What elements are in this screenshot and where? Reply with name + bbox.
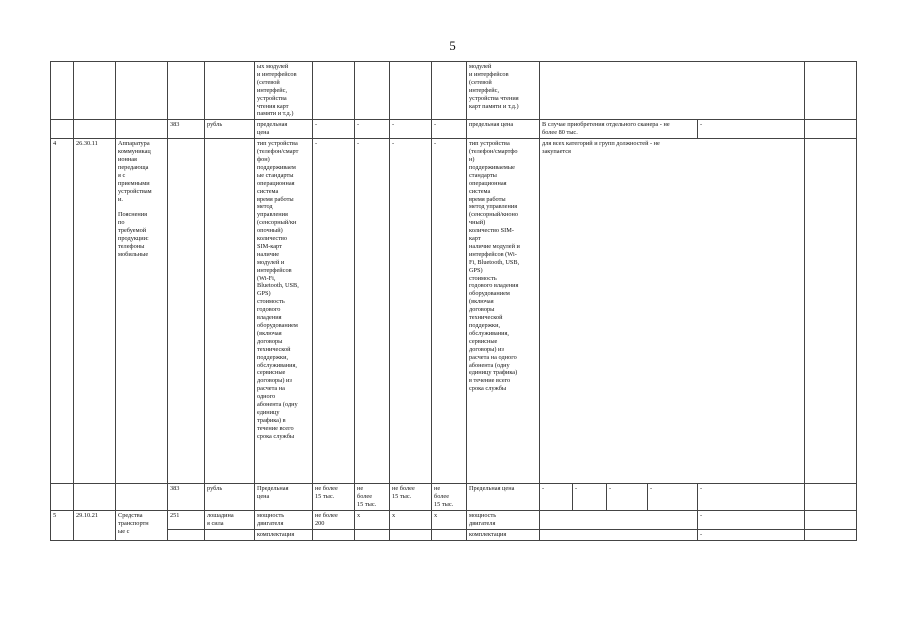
value-cell: не более 15 тыс.: [313, 484, 355, 511]
value-cell: -: [390, 139, 432, 484]
value-cell: не более 15 тыс.: [390, 484, 432, 511]
code-cell: 383: [168, 484, 205, 511]
value-cell: -: [698, 484, 805, 511]
value-cell: не более 15 тыс.: [355, 484, 390, 511]
table-row: [51, 120, 857, 139]
characteristics-cell: модулей и интерфейсов (сетевой интерфейс, устройства чтения карт памяти и т.д.): [467, 62, 540, 120]
characteristic-cell: мощность двигателя: [467, 510, 540, 529]
value-cell: -: [648, 484, 698, 511]
table-row: [51, 529, 857, 540]
characteristic-cell: мощность двигателя: [255, 510, 313, 529]
value-cell: -: [698, 510, 805, 529]
table-row: [51, 139, 857, 484]
characteristic-cell: предельная цена: [255, 120, 313, 139]
characteristic-cell: комплектация: [255, 529, 313, 540]
table-row: [51, 484, 857, 511]
note-cell: В случае приобретения отдельного сканера - не более 80 тыс.: [540, 120, 698, 139]
value-cell: -: [313, 139, 355, 484]
value-cell: -: [313, 120, 355, 139]
row-number: 5: [51, 510, 74, 540]
value-cell: не более 15 тыс.: [432, 484, 467, 511]
value-cell: -: [355, 139, 390, 484]
requirements-table: [50, 61, 857, 541]
characteristics-cell: ых модулей и интерфейсов (сетевой интерфейс, устройства чтения карт памяти и т.д.): [255, 62, 313, 120]
value-cell: -: [573, 484, 607, 511]
value-cell: x: [390, 510, 432, 529]
value-cell: -: [698, 120, 805, 139]
value-cell: x: [355, 510, 390, 529]
product-name: Аппаратура коммуникац ионная передающа я с приемными устройствам и. Пояснения по требуемой продукции: телефоны мобильные: [116, 139, 168, 484]
table-row: [51, 62, 857, 120]
characteristics-cell: тип устройства (телефон/смарт фон) поддерживаем ые стандарты операционная система время работы метод управления (сенсорный/кн опочный) количество SIM-карт наличие модулей и интерфейсов (Wi-Fi, Bluetooth, USB, GPS) стоимость годового владения оборудованием (включая договоры технической поддержки, обслуживания, сервисные договоры) из расчета на одного абонента (одну единицу трафика) в течение всего срока службы: [255, 139, 313, 484]
value-cell: -: [540, 484, 573, 511]
note-cell: для всех категорий и групп должностей - не закупается: [540, 139, 805, 484]
unit-cell: лошадина я сила: [205, 510, 255, 529]
characteristics-cell: тип устройства (телефон/смартфо н) поддерживаемые стандарты операционная система время работы метод управления (сенсорный/кноно чный) количество SIM- карт наличие модулей и интерфейсов (Wi- Fi, Bluetooth, USB, GPS) стоимость годового владения оборудованием (включая договоры технической поддержки, обслуживания, сервисные договоры) из расчета на одного абонента (одну единицу трафика) в течение всего срока службы: [467, 139, 540, 484]
okpd-code: 26.30.11: [74, 139, 116, 484]
characteristic-cell: предельная цена: [467, 120, 540, 139]
value-cell: -: [432, 120, 467, 139]
okpd-code: 29.10.21: [74, 510, 116, 540]
value-cell: -: [355, 120, 390, 139]
page-number: 5: [449, 38, 456, 53]
characteristic-cell: Предельная цена: [467, 484, 540, 511]
value-cell: -: [607, 484, 648, 511]
row-number: 4: [51, 139, 74, 484]
value-cell: не более 200: [313, 510, 355, 529]
value-cell: -: [698, 529, 805, 540]
value-cell: x: [432, 510, 467, 529]
code-cell: 251: [168, 510, 205, 529]
value-cell: -: [432, 139, 467, 484]
code-cell: 383: [168, 120, 205, 139]
characteristic-cell: Предельная цена: [255, 484, 313, 511]
value-cell: -: [390, 120, 432, 139]
table-row: [51, 510, 857, 529]
characteristic-cell: комплектация: [467, 529, 540, 540]
unit-cell: рубль: [205, 484, 255, 511]
unit-cell: рубль: [205, 120, 255, 139]
product-name: Средства транспортн ые с: [116, 510, 168, 540]
